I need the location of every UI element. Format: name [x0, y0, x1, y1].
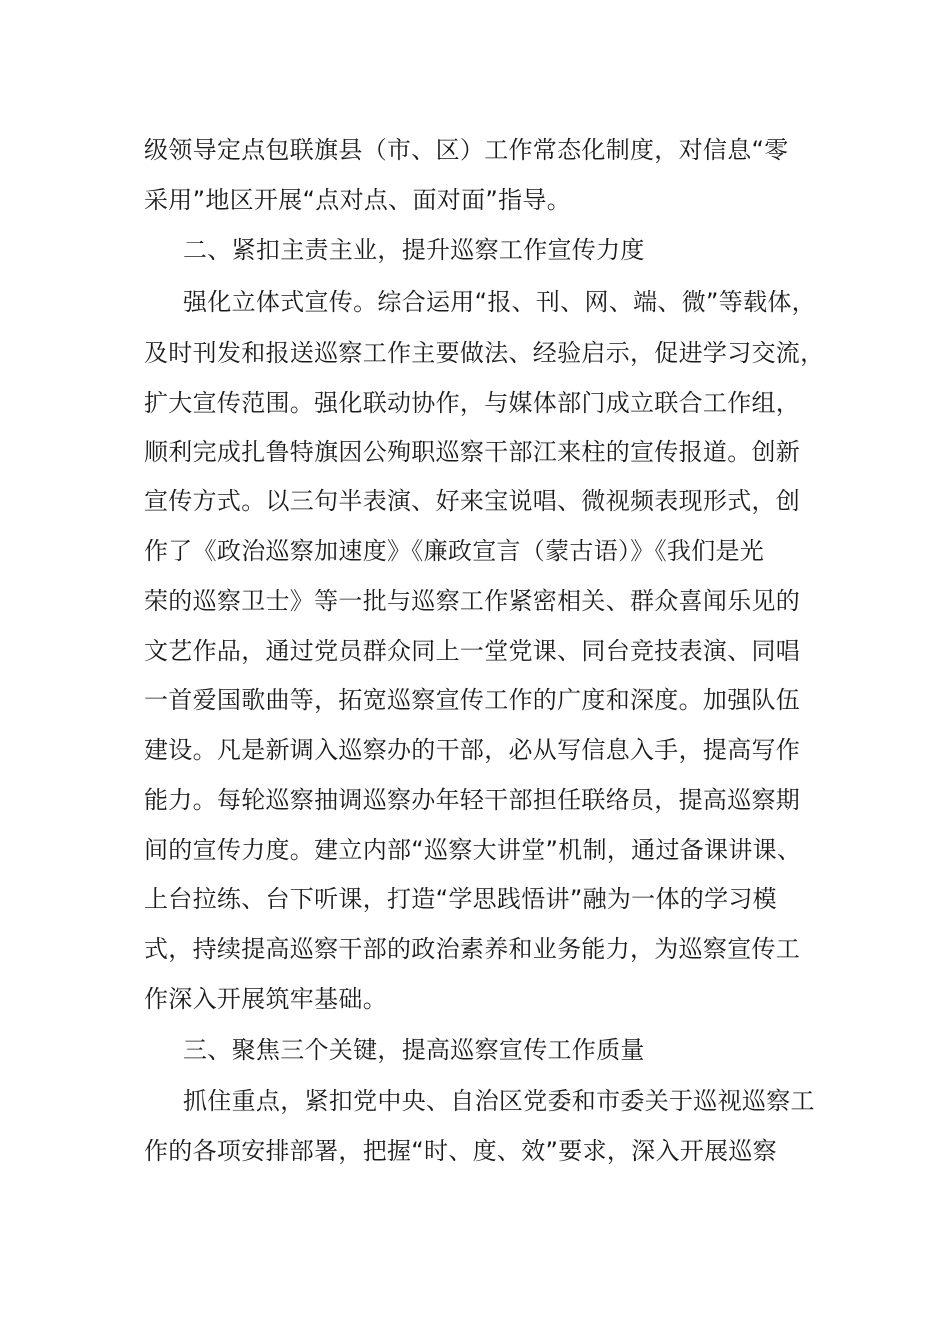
body-line: 式，持续提高巡察干部的政治素养和业务能力，为巡察宣传工: [144, 935, 801, 963]
body-line: 作深入开展筑牢基础。: [144, 985, 387, 1013]
body-line: 级领导定点包联旗县（市、区）工作常态化制度，对信息“零: [144, 136, 789, 164]
body-line: 扩大宣传范围。强化联动协作，与媒体部门成立联合工作组，: [144, 389, 801, 417]
body-line: 顺利完成扎鲁特旗因公殉职巡察干部江来柱的宣传报道。创新: [144, 438, 801, 466]
body-line: 采用”地区开展“点对点、面对面”指导。: [144, 186, 571, 214]
body-line: 一首爱国歌曲等，拓宽巡察宣传工作的广度和深度。加强队伍: [144, 686, 801, 714]
body-line: 强化立体式宣传。综合运用“报、刊、网、端、微”等载体，: [183, 288, 816, 316]
section-heading: 二、紧扣主责主业，提升巡察工作宣传力度: [183, 236, 645, 264]
body-line: 文艺作品，通过党员群众同上一堂党课、同台竞技表演、同唱: [144, 637, 801, 665]
body-line: 建设。凡是新调入巡察办的干部，必从写信息入手，提高写作: [144, 736, 801, 764]
body-line: 作的各项安排部署，把握“时、度、效”要求，深入开展巡察: [144, 1137, 777, 1165]
body-line: 宣传方式。以三句半表演、好来宝说唱、微视频表现形式，创: [144, 487, 801, 515]
section-heading: 三、聚焦三个关键，提高巡察宣传工作质量: [183, 1036, 645, 1064]
body-line: 作了《政治巡察加速度》《廉政宣言（蒙古语）》《我们是光: [144, 537, 765, 565]
body-line: 及时刊发和报送巡察工作主要做法、经验启示，促进学习交流，: [144, 339, 825, 367]
body-line: 能力。每轮巡察抽调巡察办年轻干部担任联络员，提高巡察期: [144, 786, 801, 814]
body-line: 抓住重点，紧扣党中央、自治区党委和市委关于巡视巡察工: [183, 1087, 815, 1115]
body-line: 上台拉练、台下听课，打造“学思践悟讲”融为一体的学习模: [144, 885, 777, 913]
body-line: 间的宣传力度。建立内部“巡察大讲堂”机制，通过备课讲课、: [144, 836, 802, 864]
body-line: 荣的巡察卫士》等一批与巡察工作紧密相关、群众喜闻乐见的: [144, 587, 801, 615]
